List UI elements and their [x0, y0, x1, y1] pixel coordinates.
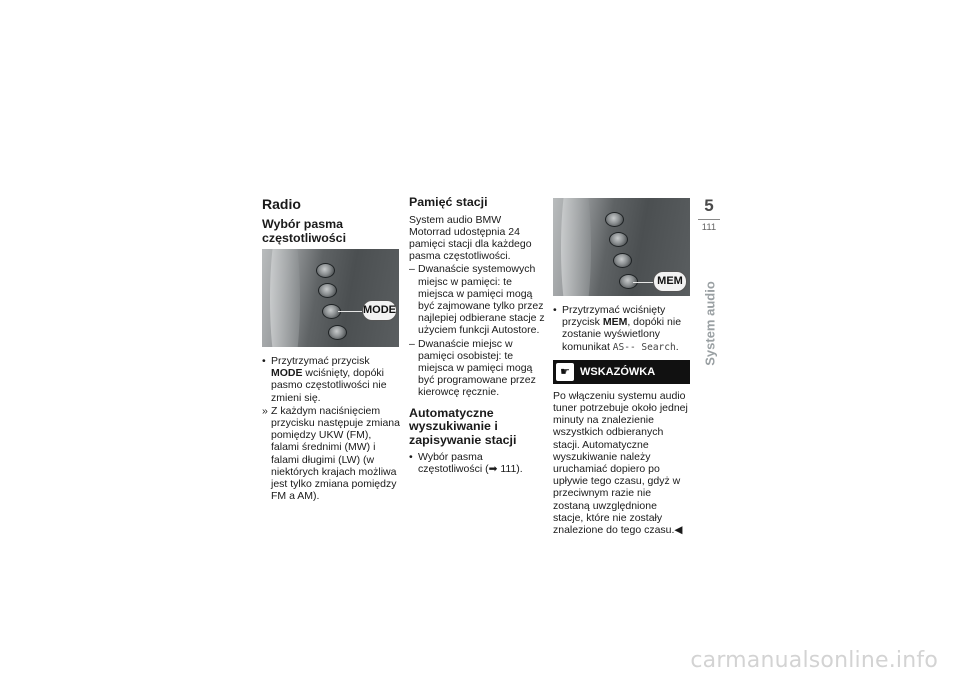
list-marker: • [553, 304, 557, 316]
list-marker: – [409, 263, 415, 276]
list-text: Wybór pasma częstotliwości ( [418, 451, 489, 476]
pointing-hand-icon: ☛ [556, 363, 574, 381]
chapter-side-tab [698, 196, 720, 406]
hint-text: Po włączeniu systemu audio tuner potrzebuje około jednej minuty na znalezienie wszystkich odbieranych stacji. Automatyczne wyszukiwanie należy uruchamiać dopiero po upływie tego czasu, gdyż w przeciwnym razie nie zostaną uwzględnione stacje, które nie zostały znalezione do tego czasu.◀ [553, 389, 688, 537]
list-item [262, 405, 400, 503]
chapter-heading: Radio [262, 196, 301, 212]
section-heading-autostore: Automatyczne wyszukiwanie i zapisywanie stacji [409, 405, 517, 447]
mem-callout-label: MEM [653, 271, 687, 292]
chapter-side-title: System audio [702, 281, 718, 366]
display-message: AS-- Search [612, 341, 676, 353]
hint-title: WSKAZÓWKA [580, 365, 656, 378]
hint-box-header [553, 360, 690, 384]
list-text: , dopóki nie zostanie wyświetlony komunikat [562, 316, 682, 353]
watermark: carmanualsonline.info [690, 648, 938, 673]
section-heading-station-memory: Pamięć stacji [409, 195, 488, 209]
list-item [409, 338, 545, 399]
column-middle [409, 196, 545, 479]
list-marker: – [409, 337, 415, 350]
list-text: ➡ 111 [488, 463, 517, 476]
instruction-list [262, 355, 400, 502]
list-text: ). [516, 463, 523, 476]
list-text: wciśnięty, dopóki pasmo częstotliwości nie zmieni się. [271, 367, 387, 404]
mode-button-photo [262, 249, 399, 347]
section-heading-band-select: Wybór pasma częstotliwości [262, 217, 347, 245]
end-marker-icon: ◀ [674, 524, 683, 537]
control-button-1 [605, 212, 624, 227]
column-left [262, 196, 400, 506]
memory-type-list [409, 263, 545, 398]
list-item [409, 451, 545, 475]
chapter-number: 5 [704, 196, 714, 215]
autostore-steps [409, 451, 545, 475]
list-marker: » [262, 404, 268, 417]
button-name: MODE [271, 367, 303, 380]
list-text: . [675, 340, 679, 353]
list-item [553, 304, 690, 354]
memory-intro: System audio BMW Motorrad udostępnia 24 pamięci stacji dla każdego pasma częstotliwości. [409, 213, 532, 263]
button-name: MEM [602, 316, 628, 329]
control-button-2 [609, 232, 628, 247]
list-text: Z każdym naciśnięciem przycisku następuje zmiana pomiędzy UKW (FM), falami średnimi (MW) i falami długimi (LW) (w niektórych krajach możliwa jest tylko zmiana pomiędzy FM a AM). [271, 404, 400, 503]
control-button-2 [318, 283, 337, 298]
control-button-4 [328, 325, 347, 340]
mem-steps [553, 304, 690, 354]
control-button-1 [316, 263, 335, 278]
list-marker: • [262, 355, 266, 367]
list-marker: • [409, 451, 413, 464]
mem-button-photo [553, 198, 690, 296]
list-item [262, 355, 400, 404]
list-text: Dwanaście systemowych miejsc w pamięci: te miejsca w pamięci mogą być zajmowane tylko przez najlepiej odbierane stacje z użyciem funkcji Autostore. [418, 263, 545, 337]
mode-callout-label: MODE [362, 300, 397, 321]
column-right [553, 196, 690, 536]
list-text: Przytrzymać wciśnięty przycisk [562, 304, 666, 329]
list-text: Przytrzymać przycisk [271, 355, 370, 367]
list-text: Dwanaście miejsc w pamięci osobistej: te miejsca w pamięci mogą być programowane przez kierowcę ręcznie. [418, 337, 536, 399]
control-button-3 [613, 253, 632, 268]
list-item [409, 263, 545, 336]
page-number: 111 [698, 219, 720, 233]
